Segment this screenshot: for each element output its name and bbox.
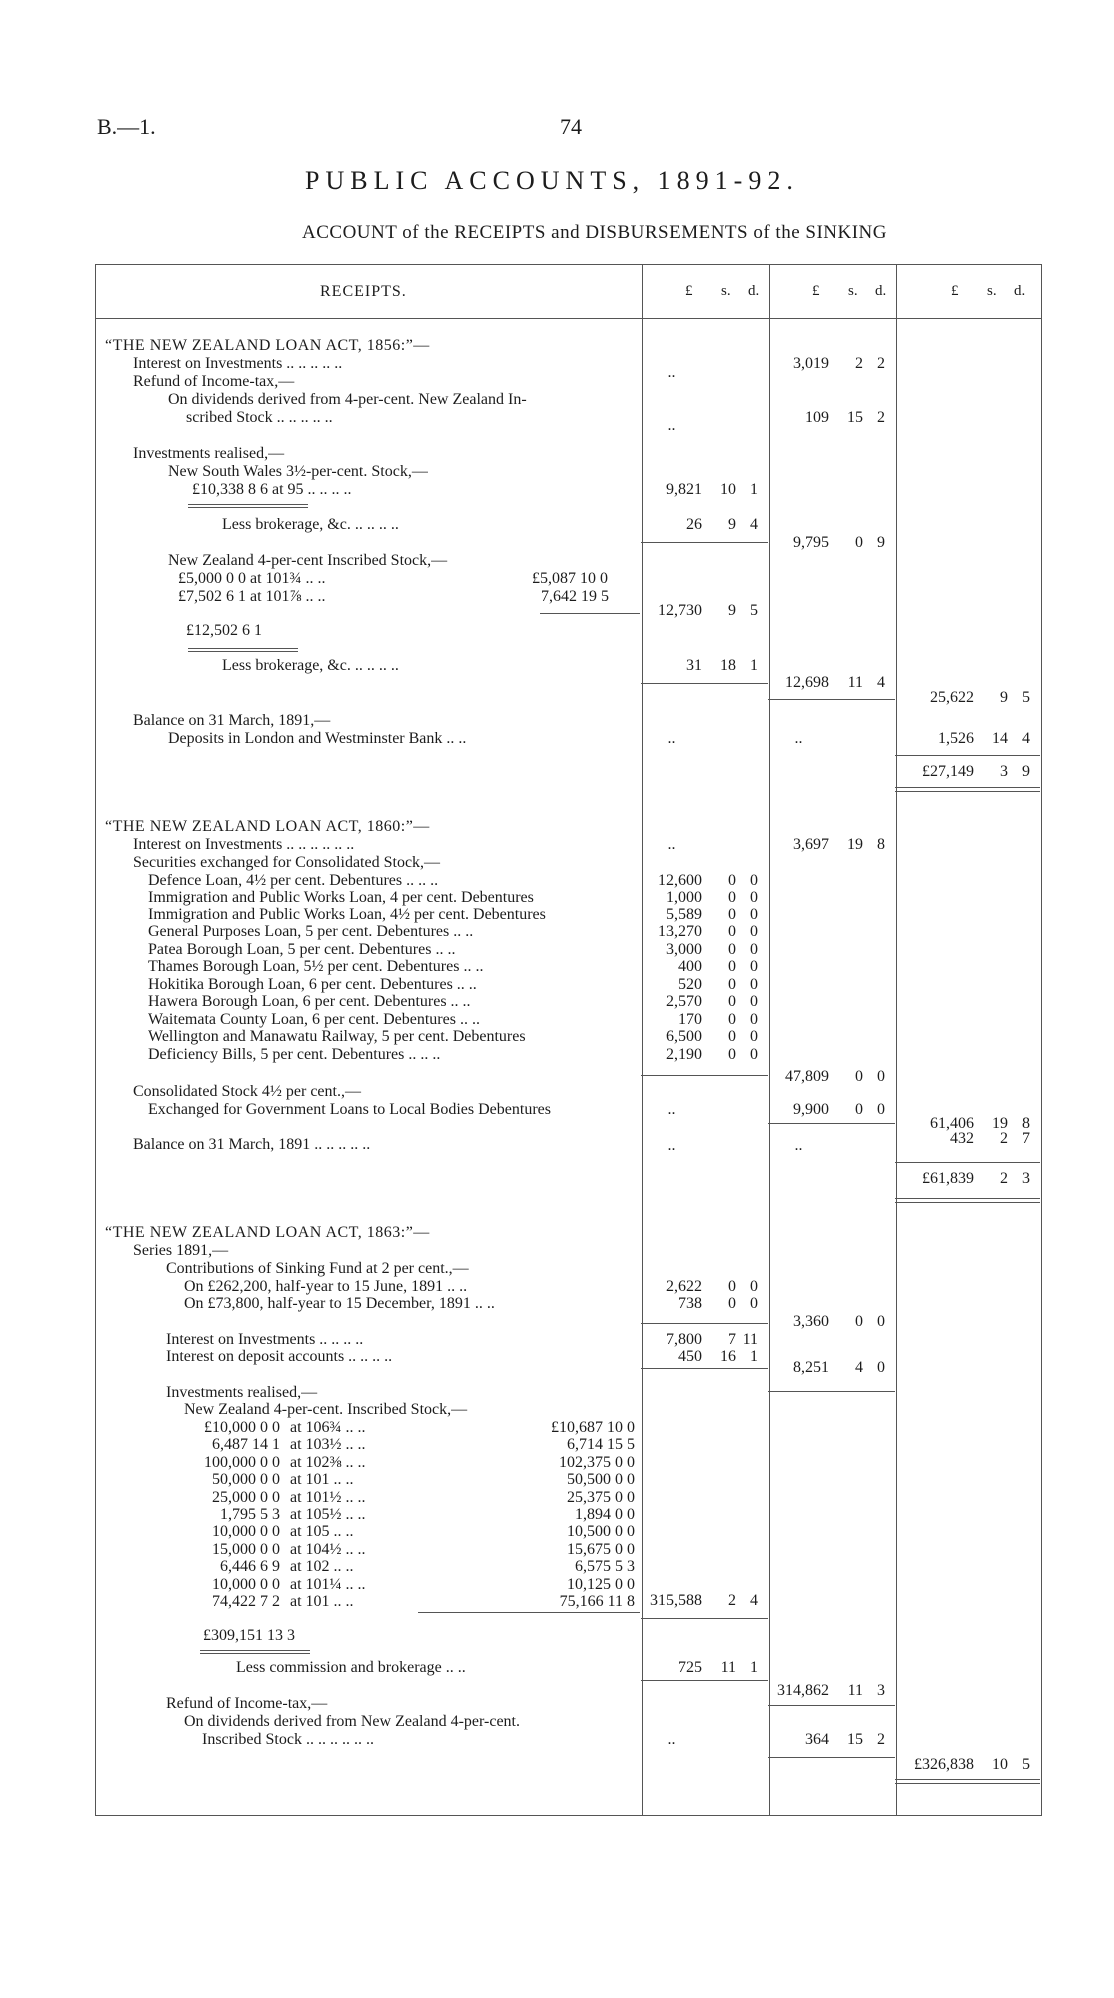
investment-nominal: 1,795 5 3 xyxy=(220,1506,280,1523)
col3-pounds-header: £ xyxy=(951,283,959,299)
line: £10,338 8 6 at 95 .. .. .. .. xyxy=(192,481,352,498)
investment-realised: 25,375 0 0 xyxy=(567,1488,635,1506)
line: Inscribed Stock .. .. .. .. .. .. xyxy=(202,1731,374,1748)
pence-value: 0 xyxy=(750,958,758,975)
shillings-value: 2 xyxy=(855,355,863,372)
amount-cell xyxy=(768,1682,885,1700)
amount-cell xyxy=(768,1101,885,1119)
pounds-value: 8,251 xyxy=(793,1359,829,1376)
investment-rate: at 101½ .. .. xyxy=(290,1488,366,1506)
shillings-value: 0 xyxy=(728,906,736,923)
pence-value: 11 xyxy=(742,1331,758,1348)
line: Less brokerage, &c. .. .. .. .. xyxy=(222,657,399,674)
pence-value: 0 xyxy=(877,1359,885,1376)
investment-realised: 15,675 0 0 xyxy=(567,1540,635,1558)
pounds-value: 25,622 xyxy=(930,689,974,706)
amount-cell xyxy=(641,889,758,907)
line: General Purposes Loan, 5 per cent. Debentures .. .. xyxy=(148,923,474,940)
amount-cell xyxy=(641,1295,758,1313)
document-reference: B.—1. xyxy=(97,114,156,139)
pounds-value: 738 xyxy=(678,1295,702,1312)
amount-cell xyxy=(641,516,758,534)
pence-value: 1 xyxy=(750,1348,758,1365)
pounds-value: .. xyxy=(667,1137,676,1154)
section-title-1856: “THE NEW ZEALAND LOAN ACT, 1856:”— xyxy=(105,337,430,354)
pounds-value: 1,526 xyxy=(938,730,974,747)
pence-value: 0 xyxy=(877,1101,885,1118)
shillings-value: 0 xyxy=(728,993,736,1010)
pence-value xyxy=(736,836,758,854)
pence-value: 4 xyxy=(877,674,885,691)
pence-value xyxy=(736,364,758,382)
amount-cell xyxy=(641,730,758,748)
shillings-value: 11 xyxy=(720,1659,736,1676)
shillings-value: 10 xyxy=(720,481,736,498)
pounds-value: 9,900 xyxy=(793,1101,829,1118)
pounds-value: 9,795 xyxy=(793,534,829,551)
pounds-value: 7,800 xyxy=(666,1331,702,1348)
shillings-value: 9 xyxy=(728,516,736,533)
pence-value: 8 xyxy=(877,836,885,853)
pounds-value: £27,149 xyxy=(922,763,974,780)
shillings-value: 4 xyxy=(855,1359,863,1376)
line: On dividends derived from New Zealand 4-per-cent. xyxy=(184,1713,520,1730)
investment-realised: 6,714 15 5 xyxy=(567,1436,635,1454)
amount-cell xyxy=(641,1331,758,1349)
pence-value: 0 xyxy=(750,1011,758,1028)
investment-nominal: 74,422 7 2 xyxy=(212,1593,280,1610)
pounds-value: 725 xyxy=(678,1659,702,1676)
amount-cell xyxy=(641,1011,758,1029)
amount-cell xyxy=(768,730,885,748)
shillings-value: 0 xyxy=(728,1295,736,1312)
pounds-value: 31 xyxy=(686,657,702,674)
pence-value xyxy=(736,417,758,435)
amount-cell xyxy=(641,1659,758,1677)
pounds-value: .. xyxy=(667,836,676,853)
pence-value: 2 xyxy=(877,1731,885,1748)
shillings-value xyxy=(702,1137,736,1155)
investment-nominal: 25,000 0 0 xyxy=(212,1488,280,1506)
pounds-value: 432 xyxy=(950,1130,974,1147)
pounds-value: .. xyxy=(794,1137,803,1154)
shillings-value: 15 xyxy=(847,409,863,426)
pence-value: 8 xyxy=(1022,1115,1030,1132)
pence-value xyxy=(736,1731,758,1749)
amount-cell xyxy=(641,602,758,620)
shillings-value: 0 xyxy=(728,923,736,940)
line: Hawera Borough Loan, 6 per cent. Debentures .. .. xyxy=(148,993,471,1010)
investment-nominal: 50,000 0 0 xyxy=(212,1471,280,1489)
col1-pounds-header: £ xyxy=(685,283,693,299)
shillings-value: 2 xyxy=(1000,1130,1008,1147)
pounds-value: .. xyxy=(667,1101,676,1118)
amount-cell xyxy=(641,872,758,890)
pence-value: 4 xyxy=(1022,730,1030,747)
pounds-value: .. xyxy=(667,417,676,434)
line: Exchanged for Government Loans to Local Bodies Debentures xyxy=(148,1101,551,1118)
pence-value: 3 xyxy=(877,1682,885,1699)
investment-realised: 102,375 0 0 xyxy=(559,1453,635,1471)
amount-cell xyxy=(641,1137,758,1155)
pounds-value: 26 xyxy=(686,516,702,533)
pence-value: 5 xyxy=(1022,1756,1030,1773)
pence-value: 0 xyxy=(750,941,758,958)
pence-value xyxy=(863,730,885,748)
investment-nominal: 6,446 6 9 xyxy=(220,1558,280,1576)
line: £5,000 0 0 at 101¾ .. .. xyxy=(178,570,326,587)
shillings-value: 3 xyxy=(1000,763,1008,780)
line: Immigration and Public Works Loan, 4 per cent. Debentures xyxy=(148,889,534,906)
amount-cell xyxy=(641,364,758,382)
shillings-value: 11 xyxy=(847,1682,863,1699)
pounds-value: .. xyxy=(667,1731,676,1748)
amount-cell xyxy=(768,1068,885,1086)
pounds-value: 364 xyxy=(805,1731,829,1748)
shillings-value: 9 xyxy=(1000,689,1008,706)
pounds-value: 2,570 xyxy=(666,993,702,1010)
line: Less brokerage, &c. .. .. .. .. xyxy=(222,516,399,533)
investment-rate: at 104½ .. .. xyxy=(290,1540,366,1558)
shillings-value: 11 xyxy=(847,674,863,691)
pounds-value: 3,000 xyxy=(666,941,702,958)
amount-cell xyxy=(768,1137,885,1155)
pence-value: 0 xyxy=(877,1068,885,1085)
pence-value: 7 xyxy=(1022,1130,1030,1147)
amount-cell xyxy=(768,1731,885,1749)
col3-pence-header: d. xyxy=(1014,283,1026,299)
pence-value: 0 xyxy=(750,1046,758,1063)
shillings-value: 15 xyxy=(847,1731,863,1748)
page-title: PUBLIC ACCOUNTS, 1891-92. xyxy=(305,166,799,195)
pence-value: 0 xyxy=(750,1028,758,1045)
line: Deposits in London and Westminster Bank .. .. xyxy=(168,730,467,747)
investment-rate: at 101¼ .. .. xyxy=(290,1575,366,1593)
shillings-value xyxy=(829,1137,863,1155)
line: Investments realised,— xyxy=(166,1384,318,1401)
pounds-value: 5,589 xyxy=(666,906,702,923)
pence-value: 1 xyxy=(750,481,758,498)
amount-cell xyxy=(641,481,758,499)
investment-realised: 75,166 11 8 xyxy=(559,1593,635,1610)
amount-cell xyxy=(895,1756,1030,1774)
receipts-column-header: RECEIPTS. xyxy=(320,283,407,300)
pounds-value: £326,838 xyxy=(914,1756,974,1773)
section-title-1863: “THE NEW ZEALAND LOAN ACT, 1863:”— xyxy=(105,1224,430,1241)
shillings-value: 2 xyxy=(728,1592,736,1609)
line: scribed Stock .. .. .. .. .. xyxy=(186,409,333,426)
line: Refund of Income-tax,— xyxy=(133,373,295,390)
investment-nominal: 15,000 0 0 xyxy=(212,1540,280,1558)
pence-value: 5 xyxy=(1022,689,1030,706)
line: Interest on Investments .. .. .. .. xyxy=(166,1331,364,1348)
shillings-value xyxy=(702,836,736,854)
investment-realised: 1,894 0 0 xyxy=(575,1506,635,1523)
investment-nominal: 6,487 14 1 xyxy=(212,1436,280,1454)
section-title-1860: “THE NEW ZEALAND LOAN ACT, 1860:”— xyxy=(105,818,430,835)
line: £12,502 6 1 xyxy=(186,622,262,639)
amount-cell xyxy=(641,1278,758,1296)
amount-cell xyxy=(895,763,1030,781)
pounds-value: 12,600 xyxy=(658,872,702,889)
shillings-value: 14 xyxy=(992,730,1008,747)
shillings-value xyxy=(702,364,736,382)
pounds-value: 9,821 xyxy=(666,481,702,498)
line: Immigration and Public Works Loan, 4½ per cent. Debentures xyxy=(148,906,546,923)
amount-cell xyxy=(768,1313,885,1331)
line: Defence Loan, 4½ per cent. Debentures .. .. .. xyxy=(148,872,439,889)
pounds-value: 109 xyxy=(805,409,829,426)
pence-value: 0 xyxy=(877,1313,885,1330)
line: New Zealand 4-per-cent. Inscribed Stock,— xyxy=(184,1401,468,1418)
investment-realised: 6,575 5 3 xyxy=(575,1558,635,1576)
pence-value: 2 xyxy=(877,409,885,426)
pence-value xyxy=(736,1101,758,1119)
investment-nominal: 10,000 0 0 xyxy=(212,1575,280,1593)
pounds-value: .. xyxy=(794,730,803,747)
shillings-value: 0 xyxy=(728,976,736,993)
amount-cell xyxy=(641,1028,758,1046)
amount-cell xyxy=(641,923,758,941)
pence-value: 0 xyxy=(750,889,758,906)
shillings-value: 0 xyxy=(855,1313,863,1330)
line: Interest on deposit accounts .. .. .. .. xyxy=(166,1348,393,1365)
investment-rate: at 103½ .. .. xyxy=(290,1436,366,1454)
investments-total: £309,151 13 3 xyxy=(203,1627,295,1644)
inner-amount: £5,087 10 0 xyxy=(532,570,608,587)
pence-value: 4 xyxy=(750,1592,758,1609)
shillings-value: 0 xyxy=(728,1046,736,1063)
line: On dividends derived from 4-per-cent. New Zealand In- xyxy=(168,391,527,408)
investment-rate: at 102⅜ .. .. xyxy=(290,1453,366,1471)
shillings-value: 0 xyxy=(728,941,736,958)
pounds-value: 450 xyxy=(678,1348,702,1365)
pounds-value: 1,000 xyxy=(666,889,702,906)
shillings-value: 0 xyxy=(855,534,863,551)
amount-cell xyxy=(768,534,885,552)
pounds-value: 61,406 xyxy=(930,1115,974,1132)
investment-rate: at 102 .. .. xyxy=(290,1558,354,1576)
pounds-value: 3,019 xyxy=(793,355,829,372)
investment-nominal: 100,000 0 0 xyxy=(204,1453,280,1471)
pounds-value: 315,588 xyxy=(650,1592,702,1609)
investment-rate: at 101 .. .. xyxy=(290,1471,354,1489)
inner-amount: 7,642 19 5 xyxy=(541,588,609,605)
line: Securities exchanged for Consolidated Stock,— xyxy=(133,854,441,871)
shillings-value: 0 xyxy=(728,1278,736,1295)
amount-cell xyxy=(641,836,758,854)
pence-value: 3 xyxy=(1022,1170,1030,1187)
col2-pounds-header: £ xyxy=(812,283,820,299)
shillings-value: 0 xyxy=(728,1011,736,1028)
line: Thames Borough Loan, 5½ per cent. Debentures .. .. xyxy=(148,958,484,975)
investment-rate: at 106¾ .. .. xyxy=(290,1419,366,1436)
amount-cell xyxy=(895,730,1030,748)
col2-pence-header: d. xyxy=(875,283,887,299)
pence-value: 1 xyxy=(750,657,758,674)
shillings-value: 2 xyxy=(1000,1170,1008,1187)
pence-value xyxy=(863,1137,885,1155)
shillings-value: 10 xyxy=(992,1756,1008,1773)
pence-value: 0 xyxy=(750,872,758,889)
amount-cell xyxy=(641,657,758,675)
amount-cell xyxy=(641,1101,758,1119)
amount-cell xyxy=(768,409,885,427)
line: Investments realised,— xyxy=(133,445,285,462)
line: New South Wales 3½-per-cent. Stock,— xyxy=(168,463,428,480)
line: Consolidated Stock 4½ per cent.,— xyxy=(133,1083,361,1100)
col2-shillings-header: s. xyxy=(848,283,858,299)
investment-rate: at 105½ .. .. xyxy=(290,1506,366,1523)
col1-pence-header: d. xyxy=(748,283,760,299)
shillings-value: 19 xyxy=(992,1115,1008,1132)
pence-value: 5 xyxy=(750,602,758,619)
investment-nominal: 10,000 0 0 xyxy=(212,1523,280,1541)
pence-value: 1 xyxy=(750,1659,758,1676)
pence-value: 0 xyxy=(750,1295,758,1312)
line: Balance on 31 March, 1891 .. .. .. .. .. xyxy=(133,1136,371,1153)
pounds-value: .. xyxy=(667,364,676,381)
shillings-value xyxy=(702,730,736,748)
pounds-value: 170 xyxy=(678,1011,702,1028)
amount-cell xyxy=(768,674,885,692)
line: Deficiency Bills, 5 per cent. Debentures .. .. .. xyxy=(148,1046,441,1063)
pence-value: 2 xyxy=(877,355,885,372)
shillings-value: 19 xyxy=(847,836,863,853)
shillings-value: 0 xyxy=(728,1028,736,1045)
amount-cell xyxy=(641,906,758,924)
shillings-value: 0 xyxy=(728,889,736,906)
line: Refund of Income-tax,— xyxy=(166,1695,328,1712)
line: £7,502 6 1 at 101⅞ .. .. xyxy=(178,588,326,605)
pence-value: 4 xyxy=(750,516,758,533)
amount-cell xyxy=(641,941,758,959)
pence-value: 0 xyxy=(750,1278,758,1295)
line: New Zealand 4-per-cent Inscribed Stock,— xyxy=(168,552,448,569)
line: Patea Borough Loan, 5 per cent. Debentures .. .. xyxy=(148,941,456,958)
pounds-value: 47,809 xyxy=(785,1068,829,1085)
line: On £73,800, half-year to 15 December, 1891 .. .. xyxy=(184,1295,495,1312)
shillings-value xyxy=(702,1101,736,1119)
pounds-value: 3,697 xyxy=(793,836,829,853)
shillings-value xyxy=(829,730,863,748)
pounds-value: 12,730 xyxy=(658,602,702,619)
shillings-value: 0 xyxy=(728,872,736,889)
investment-rate: at 101 .. .. xyxy=(290,1593,354,1610)
line: Waitemata County Loan, 6 per cent. Debentures .. .. xyxy=(148,1011,480,1028)
pounds-value: 13,270 xyxy=(658,923,702,940)
line: Interest on Investments .. .. .. .. .. xyxy=(133,355,343,372)
shillings-value: 0 xyxy=(855,1101,863,1118)
shillings-value: 0 xyxy=(728,958,736,975)
shillings-value xyxy=(702,417,736,435)
pence-value: 0 xyxy=(750,976,758,993)
amount-cell xyxy=(641,993,758,1011)
pounds-value: £61,839 xyxy=(922,1170,974,1187)
pence-value: 0 xyxy=(750,923,758,940)
amount-cell xyxy=(895,689,1030,707)
line: Interest on Investments .. .. .. .. .. .. xyxy=(133,836,355,853)
amount-cell xyxy=(641,958,758,976)
amount-cell xyxy=(641,1046,758,1064)
investment-realised: 10,125 0 0 xyxy=(567,1575,635,1593)
pounds-value: .. xyxy=(667,730,676,747)
shillings-value: 16 xyxy=(720,1348,736,1365)
shillings-value: 7 xyxy=(728,1331,736,1348)
investment-nominal: £10,000 0 0 xyxy=(204,1419,280,1436)
amount-cell xyxy=(895,1170,1030,1188)
amount-cell xyxy=(641,976,758,994)
pounds-value: 520 xyxy=(678,976,702,993)
pounds-value: 314,862 xyxy=(777,1682,829,1699)
pence-value: 0 xyxy=(750,993,758,1010)
amount-cell xyxy=(641,1592,758,1610)
amount-cell xyxy=(641,1348,758,1366)
line: On £262,200, half-year to 15 June, 1891 .. .. xyxy=(184,1278,468,1295)
page-number: 74 xyxy=(560,114,582,139)
investment-realised: 50,500 0 0 xyxy=(567,1471,635,1489)
pence-value xyxy=(736,1137,758,1155)
pounds-value: 400 xyxy=(678,958,702,975)
amount-cell xyxy=(641,417,758,435)
account-subtitle: ACCOUNT of the RECEIPTS and DISBURSEMENTS of the SINKING xyxy=(302,222,887,243)
line: Contributions of Sinking Fund at 2 per cent.,— xyxy=(166,1260,469,1277)
amount-cell xyxy=(768,355,885,373)
col1-shillings-header: s. xyxy=(721,283,731,299)
pounds-value: 12,698 xyxy=(785,674,829,691)
pence-value: 9 xyxy=(1022,763,1030,780)
line: Series 1891,— xyxy=(133,1242,229,1259)
investment-realised: £10,687 10 0 xyxy=(551,1419,635,1436)
shillings-value: 9 xyxy=(728,602,736,619)
line: Balance on 31 March, 1891,— xyxy=(133,712,331,729)
amount-cell xyxy=(895,1130,1030,1148)
shillings-value: 18 xyxy=(720,657,736,674)
pounds-value: 6,500 xyxy=(666,1028,702,1045)
pounds-value: 2,190 xyxy=(666,1046,702,1063)
shillings-value xyxy=(702,1731,736,1749)
line: Wellington and Manawatu Railway, 5 per cent. Debentures xyxy=(148,1028,526,1045)
pounds-value: 2,622 xyxy=(666,1278,702,1295)
shillings-value: 0 xyxy=(855,1068,863,1085)
pence-value: 9 xyxy=(877,534,885,551)
pence-value xyxy=(736,730,758,748)
col3-shillings-header: s. xyxy=(987,283,997,299)
line: Hokitika Borough Loan, 6 per cent. Debentures .. .. xyxy=(148,976,477,993)
amount-cell xyxy=(768,1359,885,1377)
amount-cell xyxy=(768,836,885,854)
pence-value: 0 xyxy=(750,906,758,923)
investment-realised: 10,500 0 0 xyxy=(567,1523,635,1541)
line: Less commission and brokerage .. .. xyxy=(236,1659,466,1676)
investment-rate: at 105 .. .. xyxy=(290,1523,354,1541)
pounds-value: 3,360 xyxy=(793,1313,829,1330)
amount-cell xyxy=(641,1731,758,1749)
